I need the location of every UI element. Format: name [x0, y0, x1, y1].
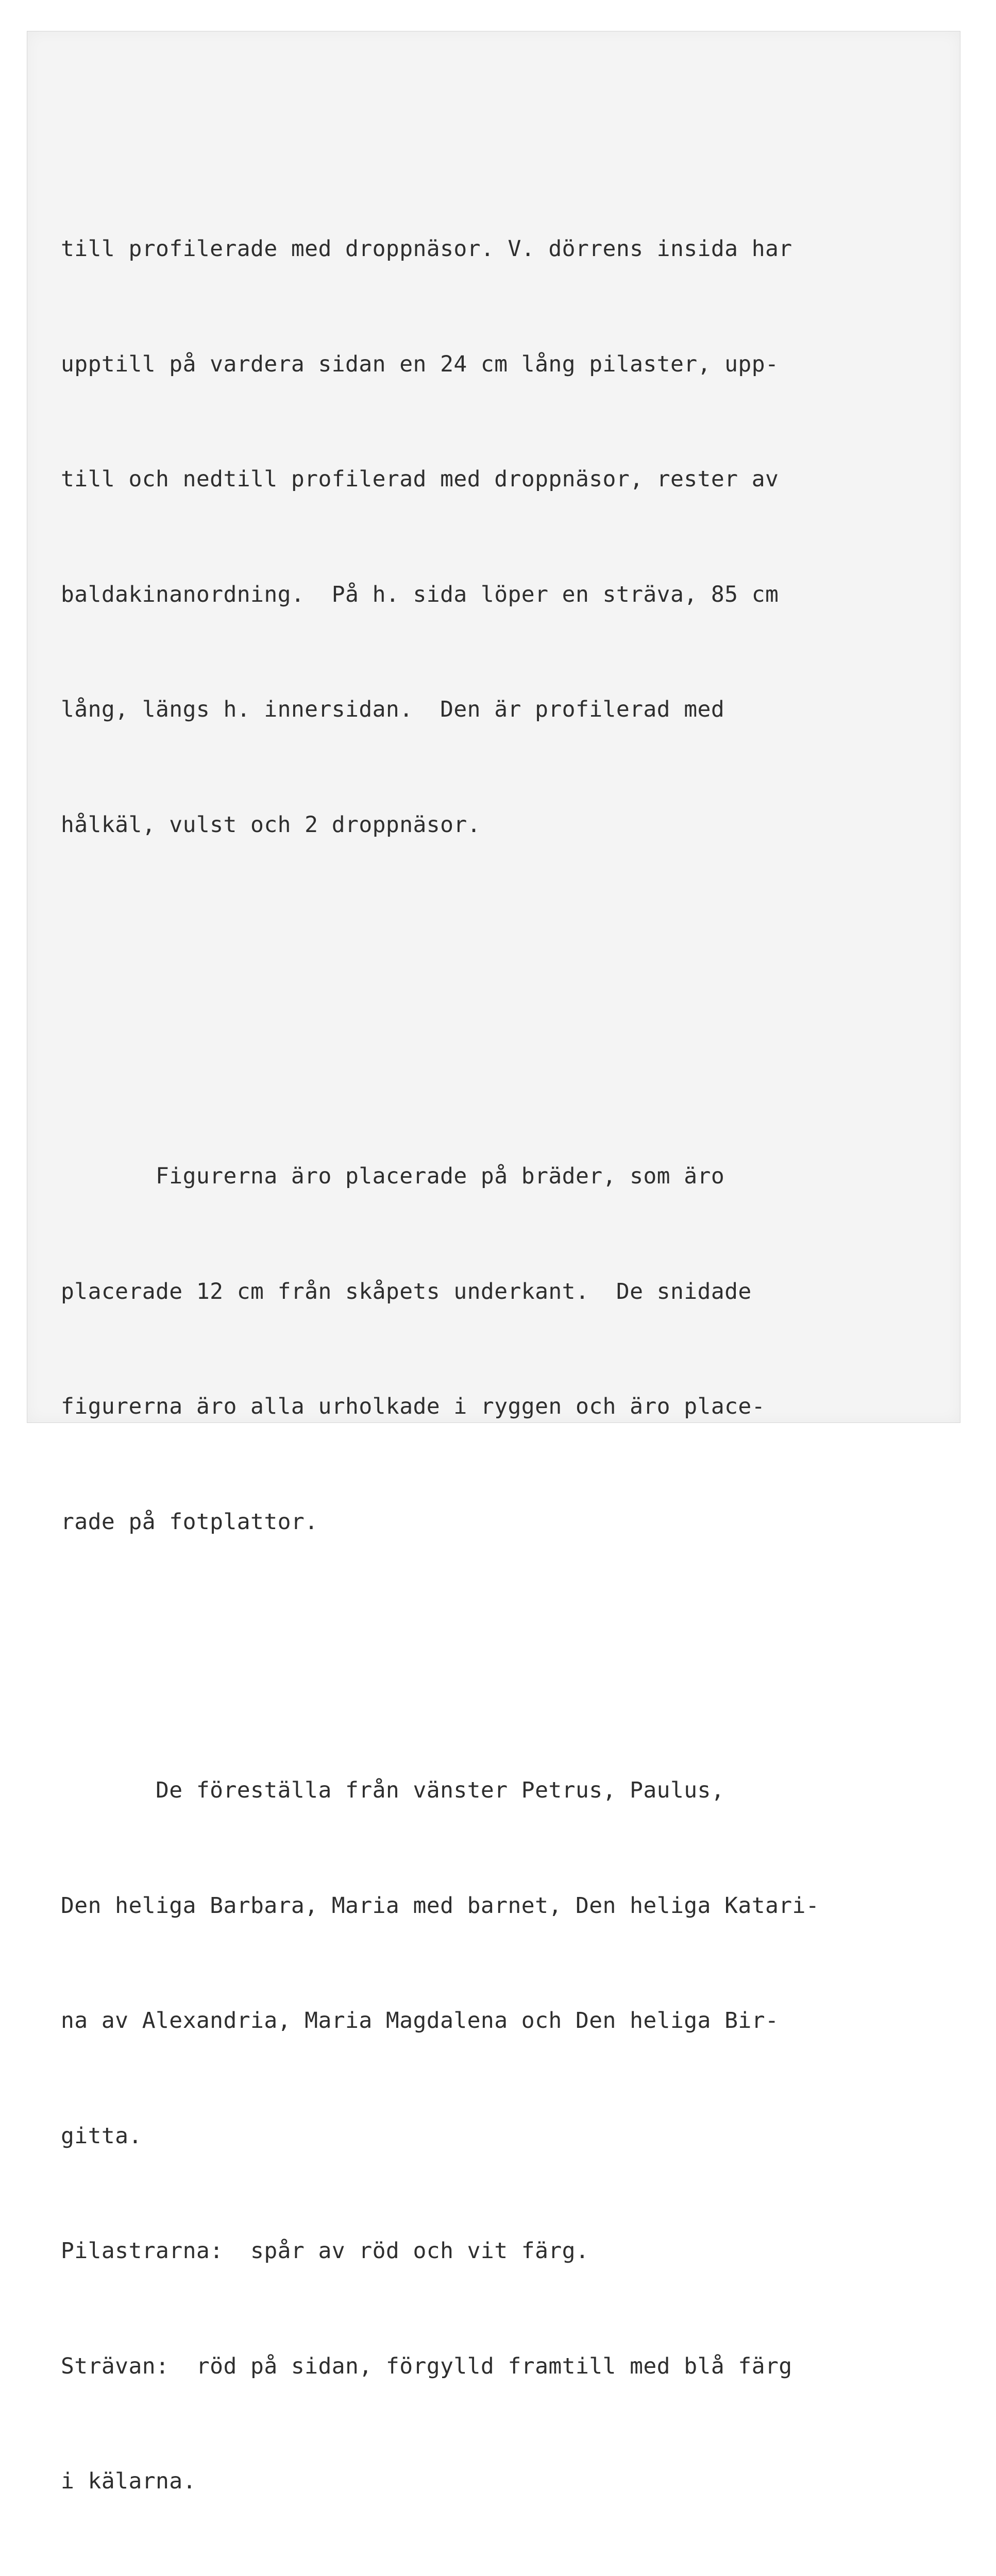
text-line: i kälarna. [61, 2468, 196, 2494]
text-line: De föreställa från vänster Petrus, Paulus, [61, 1777, 725, 1803]
text-line: hålkäl, vulst och 2 droppnäsor. [61, 811, 481, 838]
text-line: lång, längs h. innersidan. Den är profilerad med [61, 697, 725, 722]
text-line: till och nedtill profilerad med droppnäsor, rester av [61, 466, 779, 492]
paragraph-figures-placement [61, 1080, 957, 1618]
text-line: rade på fotplattor. [61, 1509, 318, 1535]
text-line: baldakinanordning. På h. sida löper en sträva, 85 cm [61, 581, 779, 607]
text-line: placerade 12 cm från skåpets underkant. De snidade [61, 1278, 752, 1304]
typed-text [61, 76, 957, 2576]
text-line: Pilastrarna: spår av röd och vit färg. [61, 2238, 589, 2264]
text-line: till profilerade med droppnäsor. V. dörrens insida har [61, 236, 792, 262]
paragraph-door-description [61, 153, 957, 921]
spacer [61, 997, 957, 1004]
text-line: upptill på vardera sidan en 24 cm lång pilaster, upp- [61, 351, 779, 377]
text-line: na av Alexandria, Maria Magdalena och Den heliga Bir- [61, 2008, 779, 2033]
text-line: figurerna äro alla urholkade i ryggen och äro place- [61, 1394, 765, 1419]
text-line: gitta. [61, 2123, 142, 2149]
paragraph-figures-list [61, 1694, 957, 2576]
text-line: Figurerna äro placerade på bräder, som äro [61, 1163, 725, 1189]
text-line: Den heliga Barbara, Maria med barnet, Den heliga Katari- [61, 1892, 820, 1919]
text-line: Strävan: röd på sidan, förgylld framtill med blå färg [61, 2353, 792, 2379]
